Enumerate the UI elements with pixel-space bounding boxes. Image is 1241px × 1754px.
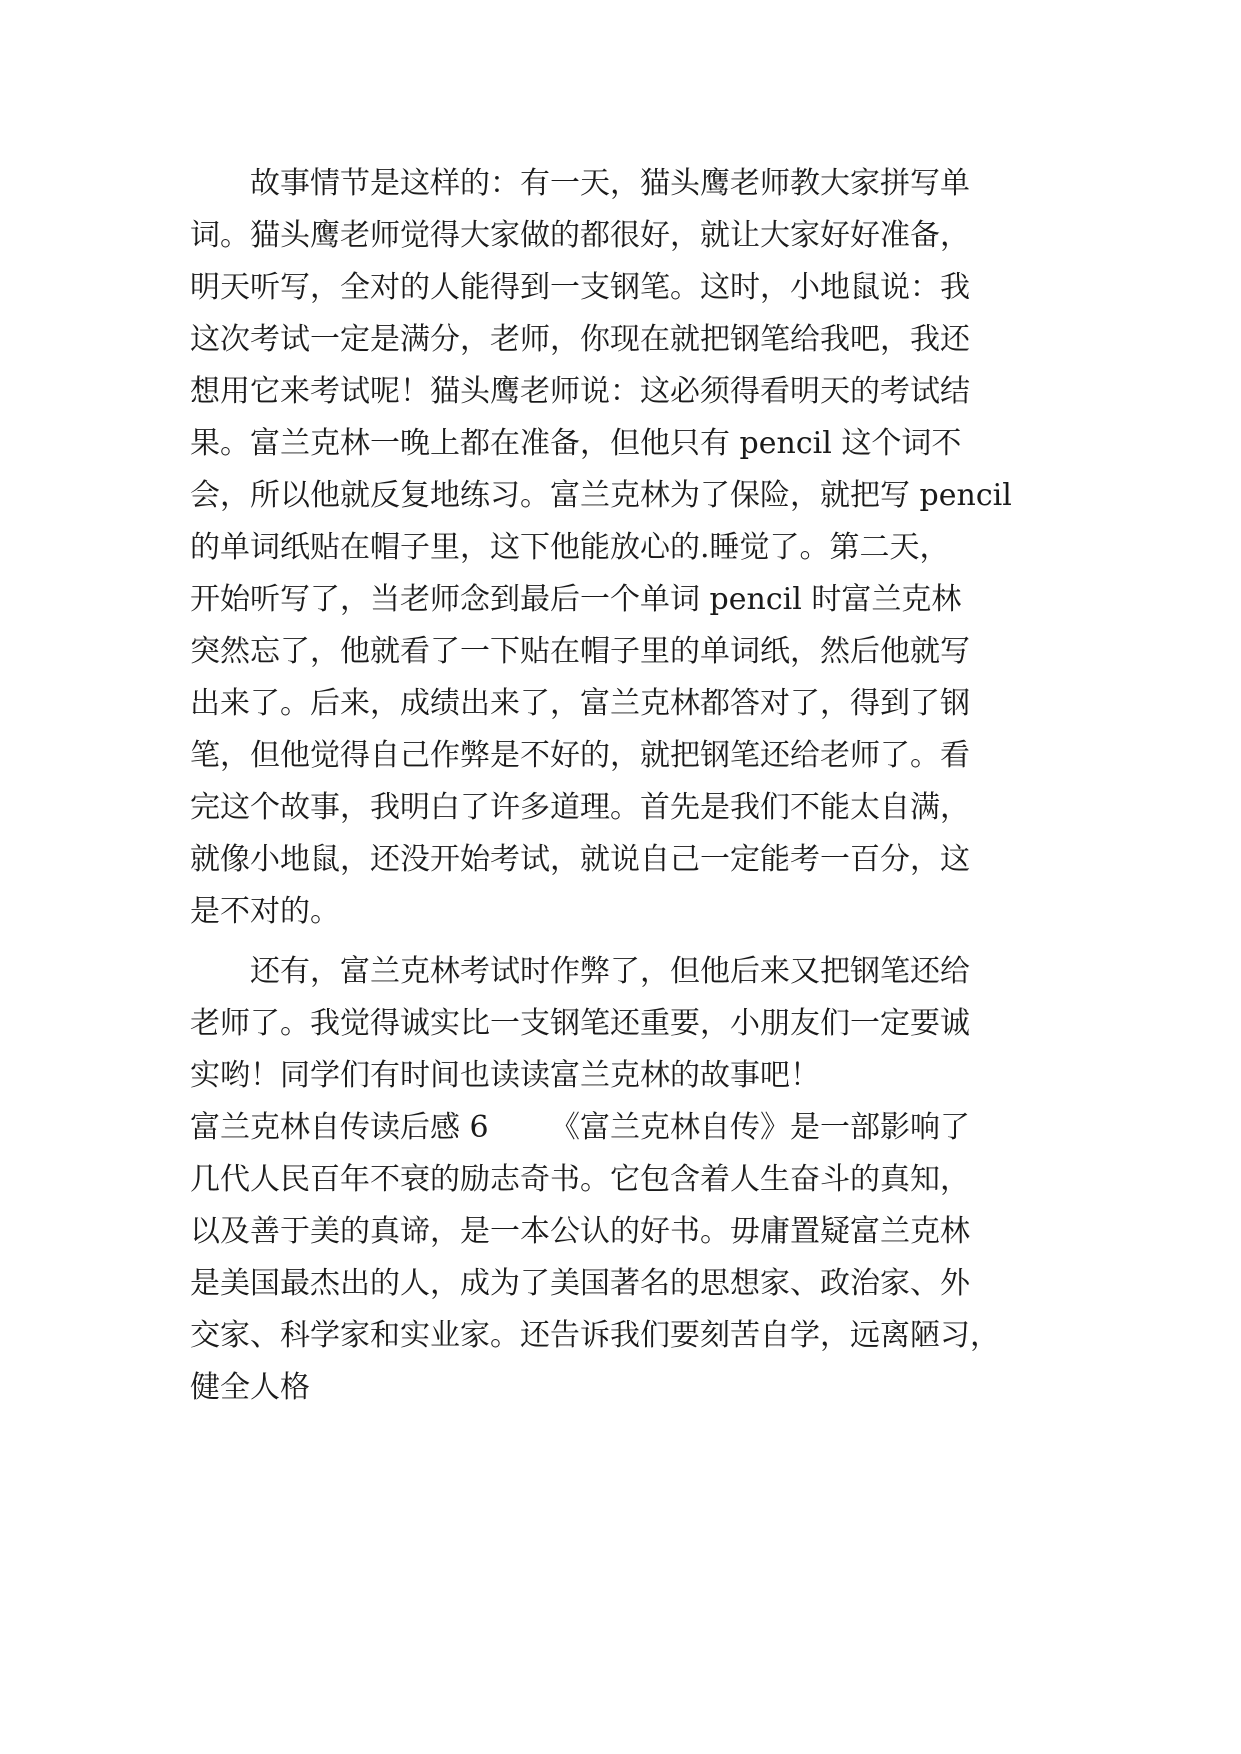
text-line: 还有，富兰克林考试时作弊了，但他后来又把钢笔还给: [250, 954, 970, 989]
text-line: 几代人民百年不衰的励志奇书。它包含着人生奋斗的真知，: [190, 1162, 970, 1197]
text-line: 就像小地鼠，还没开始考试，就说自己一定能考一百分，这: [190, 842, 970, 877]
text-line: 完这个故事，我明白了许多道理。首先是我们不能太自满，: [190, 790, 970, 825]
text-line: 这次考试一定是满分，老师，你现在就把钢笔给我吧，我还: [190, 322, 970, 357]
text-line: 是美国最杰出的人，成为了美国著名的思想家、政治家、外: [190, 1266, 970, 1301]
text-line: 开始听写了，当老师念到最后一个单词 pencil 时富兰克林: [190, 582, 962, 617]
text-line: 实哟！同学们有时间也读读富兰克林的故事吧！: [190, 1058, 820, 1093]
text-line: 故事情节是这样的：有一天，猫头鹰老师教大家拼写单: [250, 166, 970, 201]
text-line: 突然忘了，他就看了一下贴在帽子里的单词纸，然后他就写: [190, 634, 970, 669]
text-line: 会，所以他就反复地练习。富兰克林为了保险，就把写 pencil: [190, 478, 1012, 513]
text-line: 健全人格: [190, 1370, 310, 1405]
text-line: 明天听写，全对的人能得到一支钢笔。这时，小地鼠说：我: [190, 270, 970, 305]
text-line: 笔，但他觉得自己作弊是不好的，就把钢笔还给老师了。看: [190, 738, 970, 773]
section-heading: 富兰克林自传读后感 6: [190, 1110, 489, 1145]
text-line: 《富兰克林自传》是一部影响了: [550, 1110, 970, 1145]
text-line: 想用它来考试呢！猫头鹰老师说：这必须得看明天的考试结: [190, 374, 970, 409]
text-line: 以及善于美的真谛，是一本公认的好书。毋庸置疑富兰克林: [190, 1214, 970, 1249]
text-line: 果。富兰克林一晚上都在准备，但他只有 pencil 这个词不: [190, 426, 962, 461]
text-line: 是不对的。: [190, 894, 340, 929]
text-line: 老师了。我觉得诚实比一支钢笔还重要，小朋友们一定要诚: [190, 1006, 970, 1041]
text-line: 出来了。后来，成绩出来了，富兰克林都答对了，得到了钢: [190, 686, 970, 721]
text-line: 的单词纸贴在帽子里，这下他能放心的.睡觉了。第二天，: [190, 530, 950, 565]
text-line: 交家、科学家和实业家。还告诉我们要刻苦自学，远离陋习，: [190, 1318, 1000, 1353]
text-line: 词。猫头鹰老师觉得大家做的都很好，就让大家好好准备，: [190, 218, 970, 253]
